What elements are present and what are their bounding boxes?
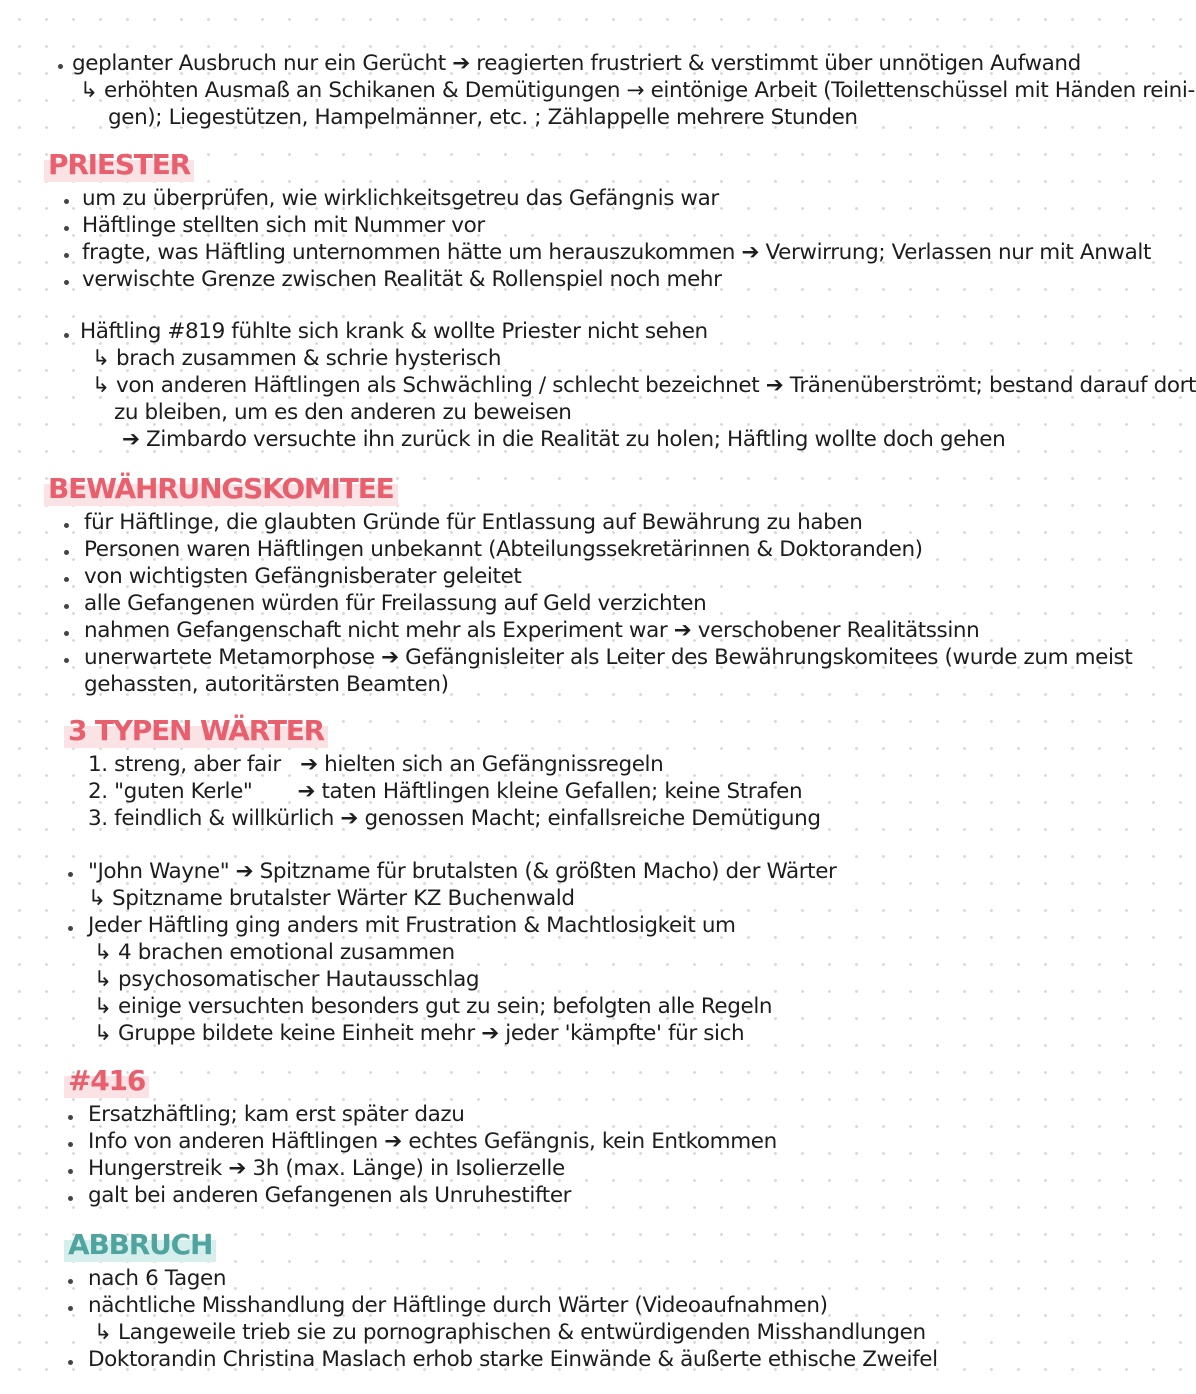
waerter-line-4: "John Wayne" ➔ Spitzname für brutalsten (& größten Macho) der Wärter [88, 859, 837, 884]
priester-line-2: Häftlinge stellten sich mit Nummer vor [82, 213, 485, 238]
waerter-line-7: ↳ 4 brachen emotional zusammen [94, 940, 455, 965]
bullet [68, 1279, 73, 1284]
section-heading-bewaehrungskomitee: BEWÄHRUNGSKOMITEE [44, 472, 398, 506]
waerter-line-6: Jeder Häftling ging anders mit Frustration & Machtlosigkeit um [88, 913, 736, 938]
bullet [64, 550, 69, 555]
komitee-line-3: von wichtigsten Gefängnisberater geleitet [84, 564, 522, 589]
intro-line-3: gen); Liegestützen, Hampelmänner, etc. ; Zählappelle mehrere Stunden [108, 105, 858, 130]
bullet [64, 523, 69, 528]
bullet [68, 1169, 73, 1174]
h416-line-2: Info von anderen Häftlingen ➔ echtes Gefängnis, kein Entkommen [88, 1129, 777, 1154]
abbruch-line-4: Doktorandin Christina Maslach erhob starke Einwände & äußerte ethische Zweifel [88, 1347, 938, 1372]
waerter-line-5: ↳ Spitzname brutalster Wärter KZ Buchenwald [88, 886, 575, 911]
bullet [64, 226, 69, 231]
bullet [68, 1306, 73, 1311]
bullet [68, 872, 73, 877]
waerter-line-9: ↳ einige versuchten besonders gut zu sein; befolgten alle Regeln [94, 994, 773, 1019]
intro-line-2: ↳ erhöhten Ausmaß an Schikanen & Demütigungen → eintönige Arbeit (Toilettenschüssel mit Händen reini- [80, 78, 1195, 103]
bullet [64, 199, 69, 204]
intro-line-1: geplanter Ausbruch nur ein Gerücht ➔ reagierten frustriert & verstimmt über unnötigen Aufwand [72, 51, 1081, 76]
komitee-line-6: unerwartete Metamorphose ➔ Gefängnisleiter als Leiter des Bewährungskomitees (wurde zum meist [84, 645, 1133, 670]
waerter-type-2: 2. "guten Kerle" ➔ taten Häftlingen kleine Gefallen; keine Strafen [88, 779, 803, 804]
komitee-line-4: alle Gefangenen würden für Freilassung auf Geld verzichten [84, 591, 707, 616]
waerter-line-8: ↳ psychosomatischer Hautausschlag [94, 967, 480, 992]
priester-line-1: um zu überprüfen, wie wirklichkeitsgetreu das Gefängnis war [82, 186, 719, 211]
bullet [58, 64, 63, 69]
bullet [64, 253, 69, 258]
h416-line-4: galt bei anderen Gefangenen als Unruhestifter [88, 1183, 572, 1208]
komitee-line-2: Personen waren Häftlingen unbekannt (Abteilungssekretärinnen & Doktoranden) [84, 537, 923, 562]
bullet [68, 1196, 73, 1201]
komitee-line-7: gehassten, autoritärsten Beamten) [84, 672, 449, 697]
abbruch-line-3: ↳ Langeweile trieb sie zu pornographischen & entwürdigenden Misshandlungen [94, 1320, 926, 1345]
komitee-line-5: nahmen Gefangenschaft nicht mehr als Experiment war ➔ verschobener Realitätssinn [84, 618, 980, 643]
bullet [64, 280, 69, 285]
bullet [68, 1142, 73, 1147]
abbruch-line-1: nach 6 Tagen [88, 1266, 227, 1291]
bullet [68, 926, 73, 931]
waerter-line-10: ↳ Gruppe bildete keine Einheit mehr ➔ jeder 'kämpfte' für sich [94, 1021, 745, 1046]
bullet [64, 631, 69, 636]
section-heading-priester: PRIESTER [44, 148, 194, 182]
bullet [68, 1360, 73, 1365]
bullet [68, 1115, 73, 1120]
section-heading-abbruch: ABBRUCH [64, 1228, 216, 1262]
section-heading-416: #416 [64, 1064, 149, 1098]
komitee-line-1: für Häftlinge, die glaubten Gründe für Entlassung auf Bewährung zu haben [84, 510, 863, 535]
bullet [64, 604, 69, 609]
priester-line-5: Häftling #819 fühlte sich krank & wollte Priester nicht sehen [80, 319, 708, 344]
bullet [64, 333, 69, 338]
h416-line-3: Hungerstreik ➔ 3h (max. Länge) in Isolierzelle [88, 1156, 565, 1181]
priester-line-4: verwischte Grenze zwischen Realität & Rollenspiel noch mehr [82, 267, 722, 292]
priester-line-9: ➔ Zimbardo versuchte ihn zurück in die Realität zu holen; Häftling wollte doch gehen [122, 427, 1006, 452]
bullet [64, 658, 69, 663]
h416-line-1: Ersatzhäftling; kam erst später dazu [88, 1102, 465, 1127]
section-heading-typen-waerter: 3 TYPEN WÄRTER [64, 714, 328, 748]
waerter-type-3: 3. feindlich & willkürlich ➔ genossen Macht; einfallsreiche Demütigung [88, 806, 821, 831]
priester-line-6: ↳ brach zusammen & schrie hysterisch [92, 346, 502, 371]
priester-line-7: ↳ von anderen Häftlingen als Schwächling / schlecht bezeichnet ➔ Tränenüberströmt; bestand darauf dort [92, 373, 1196, 398]
priester-line-8: zu bleiben, um es den anderen zu beweisen [114, 400, 572, 425]
priester-line-3: fragte, was Häftling unternommen hätte um herauszukommen ➔ Verwirrung; Verlassen nur mit Anwalt [82, 240, 1151, 265]
abbruch-line-2: nächtliche Misshandlung der Häftlinge durch Wärter (Videoaufnahmen) [88, 1293, 828, 1318]
bullet [64, 577, 69, 582]
waerter-type-1: 1. streng, aber fair ➔ hielten sich an Gefängnissregeln [88, 752, 664, 777]
